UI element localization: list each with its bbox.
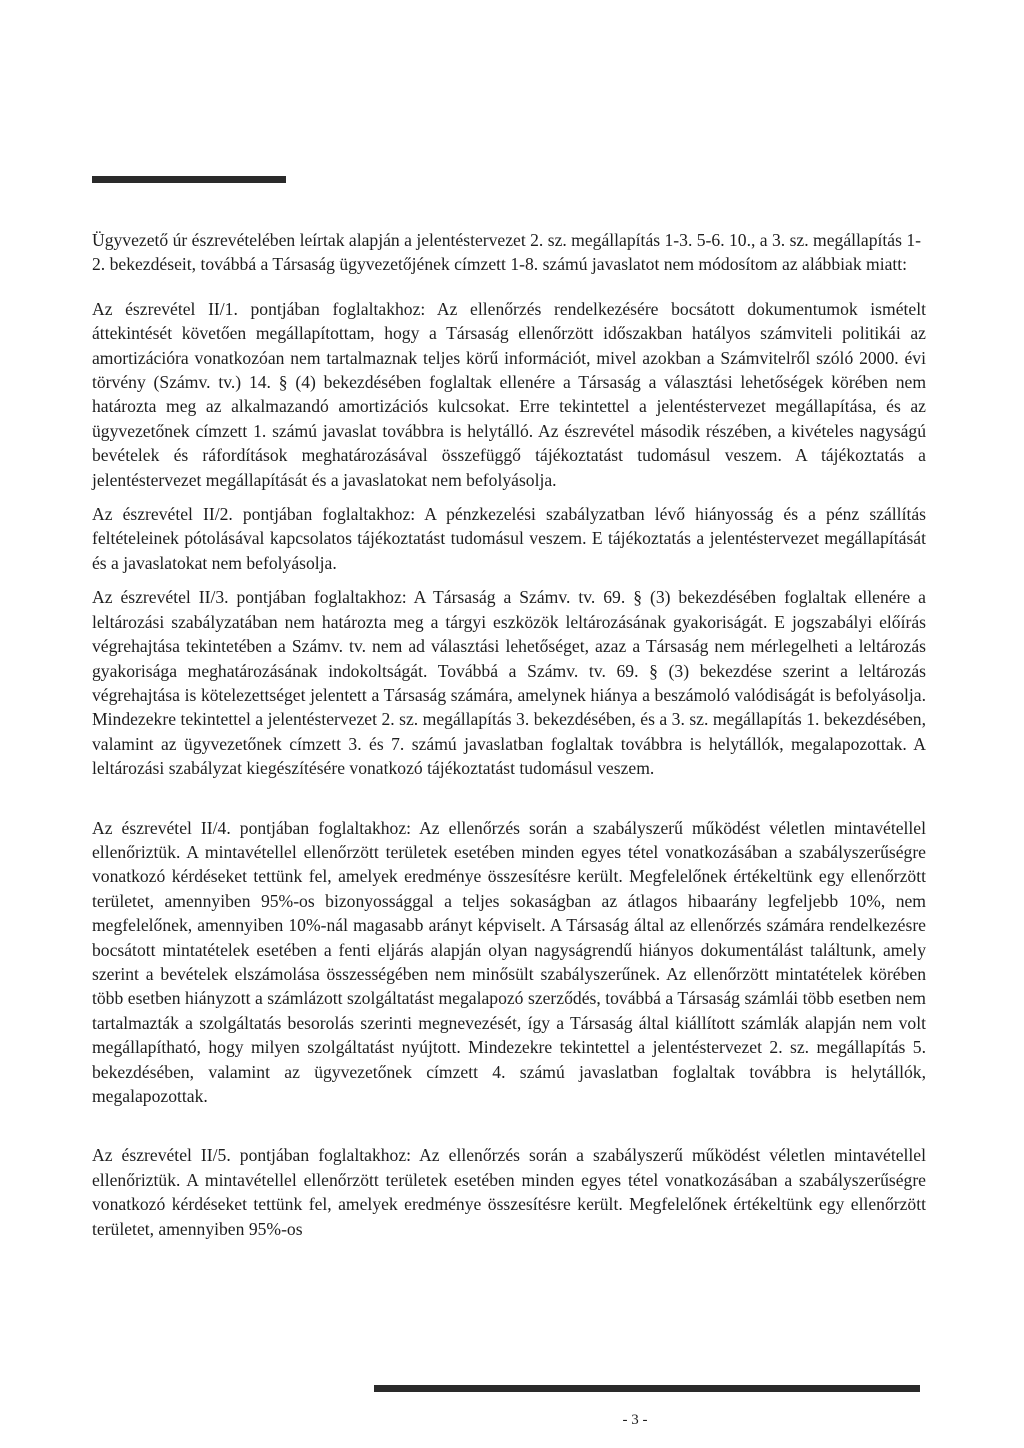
paragraph-observation-II-3: Az észrevétel II/3. pontjában foglaltakhoz: A Társaság a Számv. tv. 69. § (3) bekezdésében foglaltak ellenére a leltározási szabályzatában nem határozta meg a tárgyi eszközök leltározásának gyakoriságát. E jogszabályi előírás végrehajtása tekintetében a Számv. tv. nem ad választási lehetőséget, azaz a Társaság nem mérlegelheti a leltározás gyakorisága meghatározásának indokoltságát. Továbbá a Számv. tv. 69. § (3) bekezdése szerint a leltározás végrehajtása is kötelezettséget jelentett a Társaság számára, amelynek hiánya a beszámoló valódiságát is befolyásolja. Mindezekre tekintettel a jelentéstervezet 2. sz. megállapítás 3. bekezdésében, és a 3. sz. megállapítás 1. bekezdésében, valamint az ügyvezetőnek címzett 3. és 7. számú javaslatban foglaltak továbbra is helytállók, megalapozottak. A leltározási szabályzat kiegészítésére vonatkozó tájékoztatást tudomásul veszem.: [92, 587, 926, 779]
footer-rule: [374, 1385, 920, 1392]
paragraph-observation-II-1: Az észrevétel II/1. pontjában foglaltakhoz: Az ellenőrzés rendelkezésére bocsátott dokumentumok ismételt áttekintését követően megállapítottam, hogy a Társaság ellenőrzött időszakban hatályos számviteli politikái az amortizációra vonatkozóan nem tartalmaznak teljes körű információt, mivel azokban a Számvitelről szóló 2000. évi törvény (Számv. tv.) 14. § (4) bekezdésében foglaltak ellenére a Társaság a választási lehetőségek körében nem határozta meg az alkalmazandó amortizációs kulcsokat. Erre tekintettel a jelentéstervezet megállapítása, és az ügyvezetőnek címzett 1. számú javaslat továbbra is helytálló. Az észrevétel második részében, a kivételes nagyságú bevételek és ráfordítások meghatározásával összefüggő tájékoztatást tudomásul veszem. A tájékoztatás a jelentéstervezet megállapítását és a javaslatokat nem befolyásolja.: [92, 298, 926, 490]
paragraph-intro: Ügyvezető úr észrevételében leírtak alapján a jelentéstervezet 2. sz. megállapítás 1-3. 5-6. 10., a 3. sz. megállapítás 1-2. bekezdéseit, továbbá a Társaság ügyvezetőjének címzett 1-8. számú javaslatot nem módosítom az alábbiak miatt:: [92, 230, 922, 275]
header-rule: [92, 176, 286, 183]
paragraph-observation-II-5: Az észrevétel II/5. pontjában foglaltakhoz: Az ellenőrzés során a szabályszerű működést véletlen mintavétellel ellenőriztük. A mintavétellel ellenőrzött területek esetében minden egyes tétel vonatkozásában a szabályszerűségre vonatkozó kérdéseket tettünk fel, amelyek eredménye összesítésre került. Megfelelőnek értékeltünk egy ellenőrzött területet, amennyiben 95%-os: [92, 1145, 926, 1239]
paragraph-observation-II-4: Az észrevétel II/4. pontjában foglaltakhoz: Az ellenőrzés során a szabályszerű működést véletlen mintavétellel ellenőriztük. A mintavétellel ellenőrzött területek esetében minden egyes tétel vonatkozásában a szabályszerűségre vonatkozó kérdéseket tettünk fel, amelyek eredménye összesítésre került. Megfelelőnek értékeltünk egy ellenőrzött területet, amennyiben 95%-os bizonyossággal a teljes sokaságban az átlagos hibaarány legfeljebb 10%, nem megfelelőnek, amennyiben 10%-nál magasabb arányt képviselt. A Társaság által az ellenőrzés számára rendelkezésre bocsátott mintatételek esetében a fenti eljárás alapján olyan nagyságrendű hiányos dokumentálást találtunk, amely szerint a bevételek elszámolása összességében nem minősült szabályszerűnek. Az ellenőrzött mintatételek körében több esetben hiányzott a számlázott szolgáltatást megalapozó szerződés, továbbá a Társaság számlái több esetben nem tartalmazták a szolgáltatás besorolás szerinti megnevezését, így a Társaság által kiállított számlák alapján nem volt megállapítható, hogy milyen szolgáltatást nyújtott. Mindezekre tekintettel a jelentéstervezet 2. sz. megállapítás 5. bekezdésében, valamint az ügyvezetőnek címzett 4. számú javaslatban foglaltak továbbra is helytállók, megalapozottak.: [92, 817, 926, 1106]
paragraph-observation-II-2: Az észrevétel II/2. pontjában foglaltakhoz: A pénzkezelési szabályzatban lévő hiányosság és a pénz szállítás feltételeinek pótolásával kapcsolatos tájékoztatást tudomásul veszem. E tájékoztatás a jelentéstervezet megállapítását és a javaslatokat nem befolyásolja.: [92, 504, 926, 573]
document-body: [92, 228, 926, 1241]
page-number: - 3 -: [622, 1412, 648, 1428]
